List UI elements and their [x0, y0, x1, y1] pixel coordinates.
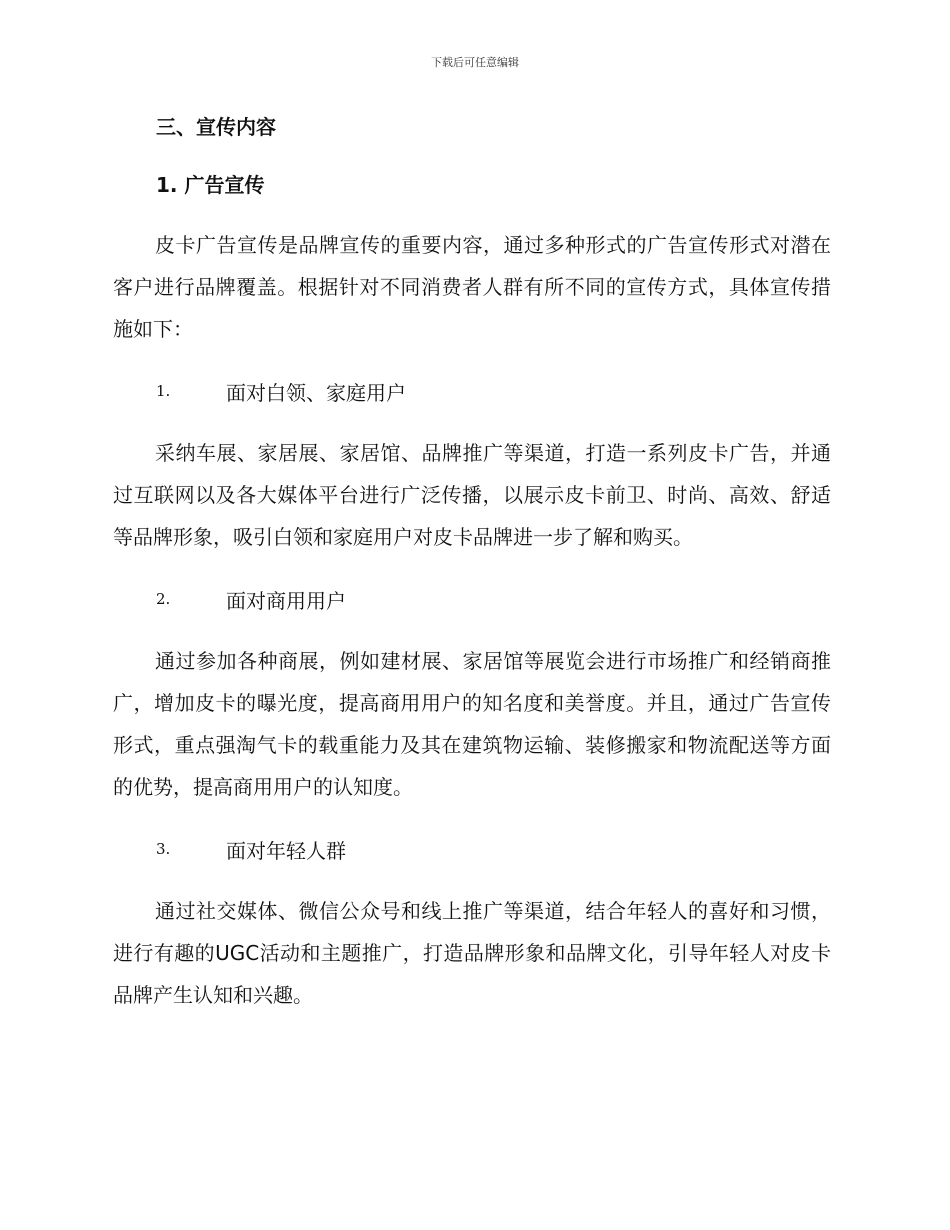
list-item-heading [113, 828, 831, 870]
list-item-title: 面对年轻人群 [226, 838, 346, 863]
list-item-heading [113, 370, 831, 412]
list-item-heading [113, 578, 831, 620]
list-item-title: 面对白领、家庭用户 [226, 380, 406, 405]
list-item-body: 通过社交媒体、微信公众号和线上推广等渠道，结合年轻人的喜好和习惯，进行有趣的UGC活动和主题推广，打造品牌形象和品牌文化，引导年轻人对皮卡品牌产生认知和兴趣。 [113, 899, 831, 1007]
header-note: 下载后可任意编辑 [431, 56, 519, 69]
list-item-number: 3. [156, 840, 171, 858]
list-item-number: 1. [156, 382, 171, 400]
list-item-body: 通过参加各种商展，例如建材展、家居馆等展览会进行市场推广和经销商推广，增加皮卡的曝光度，提高商用用户的知名度和美誉度。并且，通过广告宣传形式，重点强淘气卡的载重能力及其在建筑物运输、装修搬家和物流配送等方面的优势，提高商用用户的认知度。 [113, 649, 831, 799]
list-item-title: 面对商用用户 [226, 588, 346, 613]
list-item-body: 采纳车展、家居展、家居馆、品牌推广等渠道，打造一系列皮卡广告，并通过互联网以及各大媒体平台进行广泛传播，以展示皮卡前卫、时尚、高效、舒适等品牌形象，吸引白领和家庭用户对皮卡品牌进一步了解和购买。 [113, 441, 831, 549]
section-title: 三、宣传内容 [156, 115, 276, 139]
document-body [113, 112, 831, 1016]
subsection-title: 1. 广告宣传 [156, 173, 265, 197]
intro-paragraph: 皮卡广告宣传是品牌宣传的重要内容，通过多种形式的广告宣传形式对潜在客户进行品牌覆盖。根据针对不同消费者人群有所不同的宣传方式，具体宣传措施如下： [113, 233, 831, 341]
list-item-number: 2. [156, 590, 171, 608]
